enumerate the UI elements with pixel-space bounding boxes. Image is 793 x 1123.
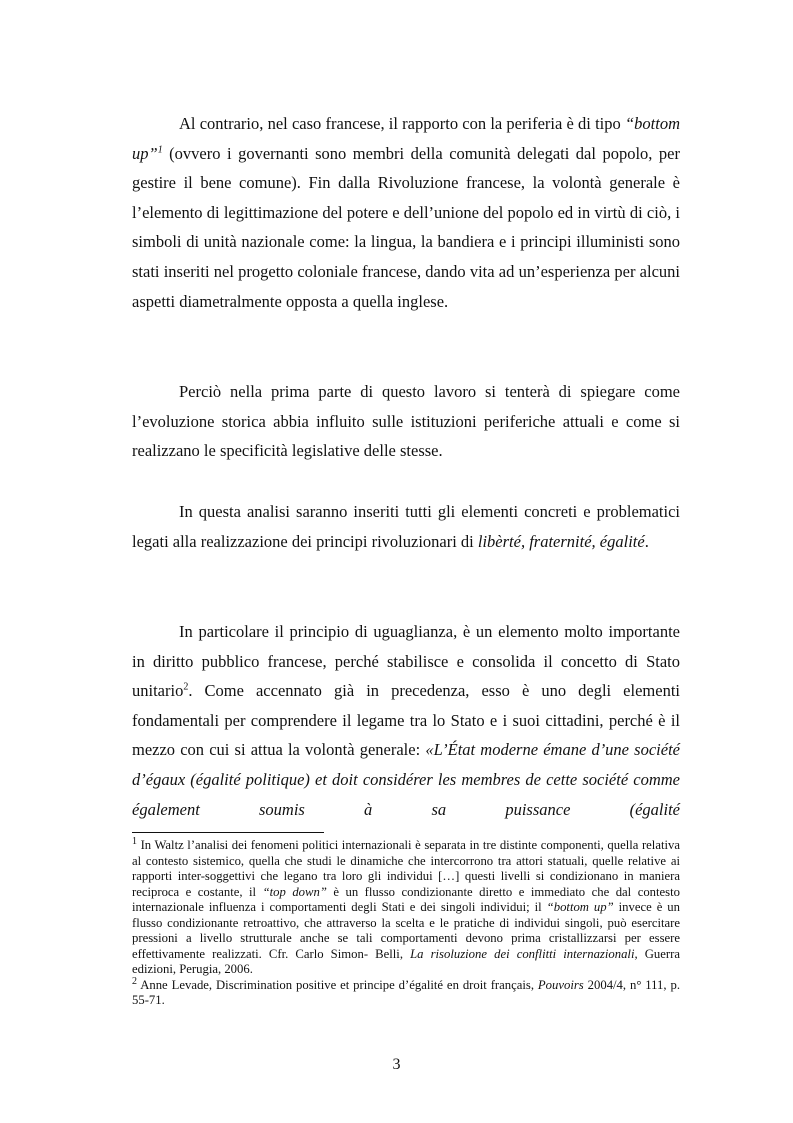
paragraph-text: (ovvero i governanti sono membri della comunità delegati dal popolo, per gestire il bene comune). Fin dalla Rivoluzione francese, la volontà generale è l’elemento di legittimazione del potere e dell’unione del popolo ed in virtù di ciò, i simboli di unità nazionale come: la lingua, la bandiera e i principi illuministi sono stati inseriti nel progetto coloniale francese, dando vita ad un’esperienza per alcuni aspetti diametralmente opposta a quella inglese. [132,143,680,311]
footnote-2 [132,975,680,1009]
footnote-italic: La risoluzione dei conflitti internazionali, [410,946,638,961]
footnote-text: 2004/4, n° 111, p. 55-71. [132,977,680,1007]
footnote-italic: “bottom up” [546,900,614,914]
footnote-italic: Pouvoirs [537,977,584,992]
footnote-reference-number: 1 [157,144,163,156]
footnote-1 [132,835,680,978]
body-paragraph [132,617,680,854]
paragraph-text: . [644,531,649,551]
footnote-text: In Waltz l’analisi dei fenomeni politici internazionali è separata in tre distinte componenti, quella relativa al contesto sistemico, quella che studi le dinamiche che intercorrono tra attori statuali, quelle relative ai rapporti inter-soggettivi che legano tra loro gli individui […] questi livelli si condizionano in maniera reciproca e costante, il [132,838,680,899]
footnote-text: è un flusso condizionante diretto e immediato che dal contesto internazionale influenza i comportamenti degli Stati e dei singoli individui; il [132,884,680,914]
footnote-number: 2 [132,975,137,987]
footnote-text: invece è un flusso condizionante retroattivo, che attraverso la scelta e le pratiche di individui singoli, può esercitare pressioni a livello strutturale anche se tali comportamenti devono prima cristallizzarsi per essere effettivamente realizzati. Cfr. Carlo Simon- Belli, [132,900,680,961]
footnote-text: Anne Levade, Discrimination positive et principe d’égalité en droit français, [137,977,538,992]
body-paragraph [132,497,680,556]
paragraph-text: . Come accennato già in precedenza, esso è uno degli elementi fondamentali per comprendere il legame tra lo Stato e i suoi cittadini, perché è il mezzo con cui si attua la volontà generale: [132,681,680,760]
page-number: 3 [392,1056,401,1073]
italic-quote: “bottom up” [132,114,681,163]
paragraph-text: Al contrario, nel caso francese, il rapporto con la periferia è di tipo [179,114,621,133]
footnote-separator [132,832,324,833]
footnote-reference[interactable]: 2 [183,681,189,693]
body-paragraph [132,109,680,316]
footnote-italic: “top down” [262,884,327,899]
paragraph-text: In particolare il principio di uguaglianza, è un elemento molto importante in diritto pubblico francese, perché stabilisce e consolida il concetto di Stato unitario [132,622,680,701]
footnote-number: 1 [132,835,137,847]
footnotes [132,835,680,1009]
footnote-text: Guerra edizioni, Perugia, 2006. [132,946,680,976]
italic-quote: «L’État moderne émane d’une société d’égaux (égalité politique) et doit considérer les membres de cette société comme également soumis à sa puissance (égalité [132,740,680,819]
paragraph-text: In questa analisi saranno inseriti tutti gli elementi concreti e problematici legati alla realizzazione dei principi rivoluzionari di [132,502,680,551]
italic-phrase: libèrté, fraternité, égalité [477,531,645,551]
body-paragraph: Perciò nella prima parte di questo lavoro si tenterà di spiegare come l’evoluzione storica abbia influito sulle istituzioni periferiche attuali e come si realizzano le specificità legislative delle stesse. [132,382,680,461]
